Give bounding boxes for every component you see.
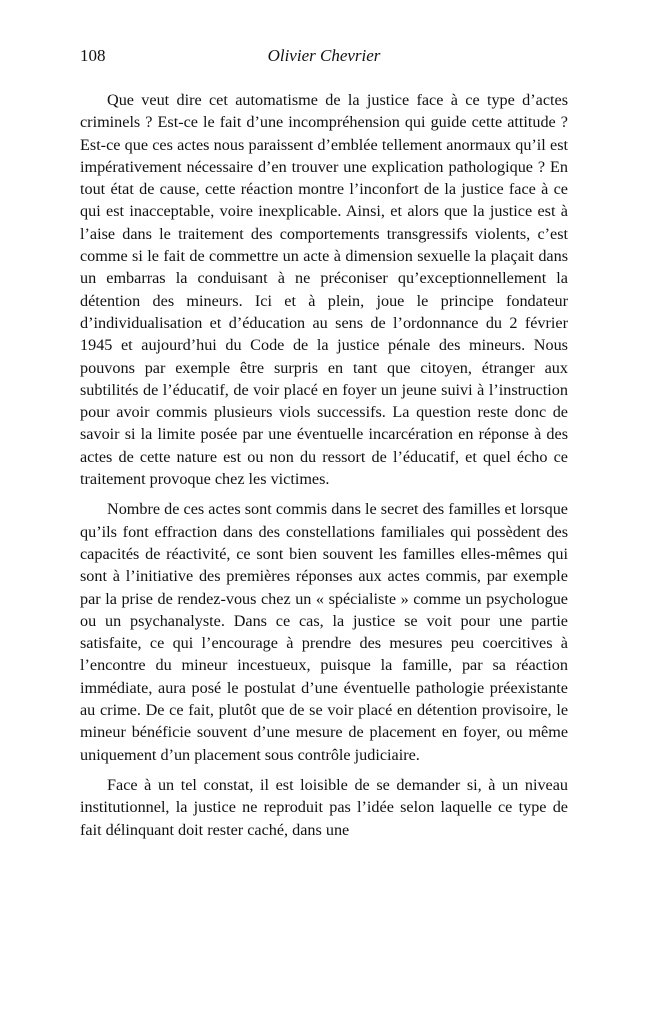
page-header — [80, 44, 568, 68]
paragraph: Nombre de ces actes sont commis dans le secret des familles et lorsque qu’ils font effraction dans des constellations familiales qui possèdent des capacités de réactivité, ce sont bien souvent les familles elles-mêmes qui sont à l’initiative des premières réponses aux actes commis, par exemple par la prise de rendez-vous chez un « spécialiste » comme un psychologue ou un psychanalyste. Dans ce cas, la justice se voit pour une partie satisfaite, ce qui l’encourage à prendre des mesures peu coercitives à l’encontre du mineur incestueux, puisque la famille, par sa réaction immédiate, aura posé le postulat d’une éventuelle pathologie préexistante au crime. De ce fait, plutôt que de se voir placé en détention provisoire, le mineur bénéficie souvent d’une mesure de placement en foyer, ou même uniquement d’un placement sous contrôle judiciaire. — [80, 500, 568, 764]
page-number: 108 — [80, 46, 106, 65]
paragraph: Face à un tel constat, il est loisible de se demander si, à un niveau institutionnel, la justice ne reproduit pas l’idée selon laquelle ce type de fait délinquant doit rester caché, dans une — [80, 775, 568, 839]
paragraph: Que veut dire cet automatisme de la justice face à ce type d’actes criminels ? Est-ce le fait d’une incompréhension qui guide cette attitude ? Est-ce que ces actes nous paraissent d’emblée tellement anormaux qu’il est impérativement nécessaire d’en trouver une explication pathologique ? En tout état de cause, cette réaction montre l’inconfort de la justice face à ce qui est inacceptable, voire inexplicable. Ainsi, et alors que la justice est à l’aise dans le traitement des comportements transgressifs violents, c’est comme si le fait de commettre un acte à dimension sexuelle la plaçait dans un embarras la conduisant à ne préconiser qu’exceptionnellement la détention des mineurs. Ici et à plein, joue le principe fondateur d’individualisation et d’éducation au sens de l’ordonnance du 2 février 1945 et aujourd’hui du Code de la justice pénale des mineurs. Nous pouvons par exemple être surpris en tant que citoyen, étranger aux subtilités de l’éducatif, de voir placé en foyer un jeune suivi à l’instruction pour avoir commis plusieurs viols successifs. La question reste donc de savoir si la limite posée par une éventuelle incarcération en réponse à des actes de cette nature est ou non du ressort de l’éducatif, et quel écho ce traitement provoque chez les victimes. — [80, 91, 568, 489]
running-head: Olivier Chevrier — [267, 46, 381, 65]
body-text — [80, 89, 568, 849]
